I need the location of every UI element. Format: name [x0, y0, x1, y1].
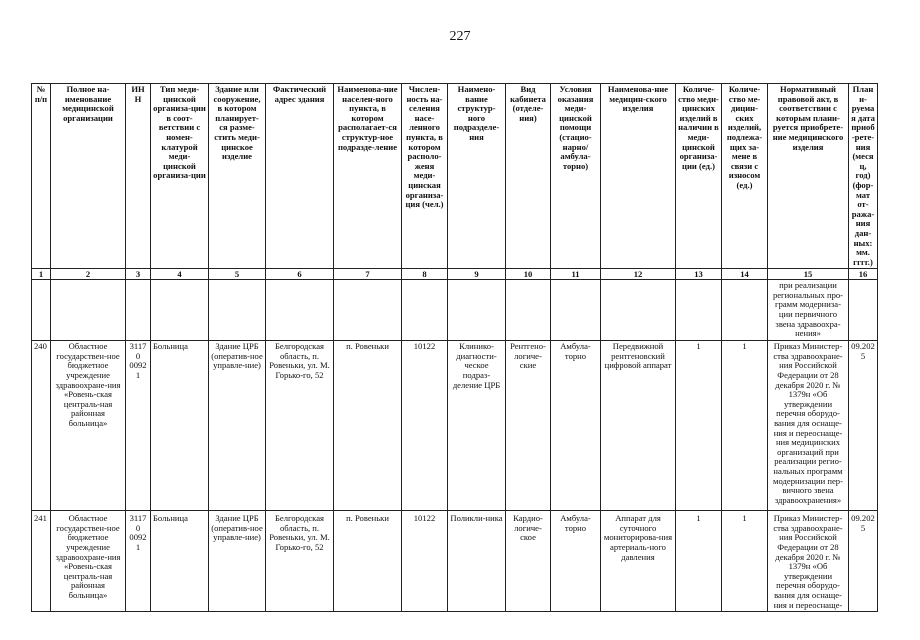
header-cell: № п/п [32, 84, 51, 269]
empty-cell [722, 280, 768, 341]
column-number: 7 [334, 269, 402, 280]
legal-act: Приказ Министер-ства здравоохране-ния Российской Федерации от 28 декабря 2020 г. № 1379н «Об утверждении перечня оборудо-вания для оснаще-ния и переоснаще- [768, 511, 849, 612]
column-number: 5 [209, 269, 266, 280]
header-cell: Числен-ность на-селения насе-ленного пункта, в котором располо-женя меди-цинская организа-ция (чел.) [402, 84, 448, 269]
header-cell: ИНН [126, 84, 151, 269]
column-number: 15 [768, 269, 849, 280]
organization-type: Больница [151, 341, 209, 511]
continuation-row [32, 280, 878, 341]
address: Белгородская область, п. Ровеньки, ул. М. Горько-го, 52 [266, 511, 334, 612]
empty-cell [51, 280, 126, 341]
building: Здание ЦРБ (оператив-ное управле-ние) [209, 341, 266, 511]
column-number: 8 [402, 269, 448, 280]
continuation-act-text: при реализации региональных про-грамм модерниза-ции первичного звена здравоохра-нения» [768, 280, 849, 341]
header-row [32, 84, 878, 269]
column-number: 6 [266, 269, 334, 280]
legal-act: Приказ Министер-ства здравоохране-ния Российской Федерации от 28 декабря 2020 г. № 1379н «Об утверждении перечня оборудо-вания для оснаще-ния и переоснаще-ния медицинских организаций при реализации регио-нальных программ модернизации пер-вичного звена здравоохранения» [768, 341, 849, 511]
cabinet-type: Кардио-логиче-ское [506, 511, 551, 612]
inn: 31170 00921 [126, 511, 151, 612]
column-number: 3 [126, 269, 151, 280]
qty-replace: 1 [722, 511, 768, 612]
population: 10122 [402, 511, 448, 612]
header-cell: Нормативный правовой акт, в соответствии с которым плани-руется приобрете-ние медицинского изделия [768, 84, 849, 269]
header-cell: Плани-руемая дата приоб-рете-ния (месяц, год) (фор-мат от-ража-ния дан-ных: мм. гггг.) [849, 84, 878, 269]
column-number-row [32, 269, 878, 280]
column-number: 4 [151, 269, 209, 280]
device-name: Передвижной рентгеновский цифровой аппарат [601, 341, 676, 511]
population: 10122 [402, 341, 448, 511]
structural-unit: Поликли-ника [448, 511, 506, 612]
column-number: 13 [676, 269, 722, 280]
header-cell: Фактический адрес здания [266, 84, 334, 269]
empty-cell [448, 280, 506, 341]
qty-available: 1 [676, 511, 722, 612]
organization-name: Областное государствен-ное бюджетное учреждение здравоохране-ния «Ровень-ская централь-ная районная больница» [51, 341, 126, 511]
column-number: 11 [551, 269, 601, 280]
column-number: 14 [722, 269, 768, 280]
device-name: Аппарат для суточного мониторирова-ния артериаль-ного давления [601, 511, 676, 612]
table-row [32, 341, 878, 511]
planned-date: 09.2025 [849, 341, 878, 511]
equipment-table [31, 83, 878, 612]
header-cell: Здание или сооружение, в котором планирует-ся разме-стить меди-цинское изделие [209, 84, 266, 269]
row-number: 241 [32, 511, 51, 612]
header-cell: Вид кабинета (отделе-ния) [506, 84, 551, 269]
header-cell: Полное на-именование медицинской организации [51, 84, 126, 269]
empty-cell [402, 280, 448, 341]
column-number: 16 [849, 269, 878, 280]
organization-name: Областное государствен-ное бюджетное учреждение здравоохране-ния «Ровень-ская централь-ная районная больница» [51, 511, 126, 612]
empty-cell [506, 280, 551, 341]
row-number: 240 [32, 341, 51, 511]
empty-cell [151, 280, 209, 341]
column-number: 12 [601, 269, 676, 280]
inn: 31170 00921 [126, 341, 151, 511]
empty-cell [266, 280, 334, 341]
cabinet-type: Рентгено-логиче-ские [506, 341, 551, 511]
empty-cell [126, 280, 151, 341]
address: Белгородская область, п. Ровеньки, ул. М. Горько-го, 52 [266, 341, 334, 511]
header-cell: Количе-ство ме-дицин-ских изделий, подлежа-щих за-мене в связи с износом (ед.) [722, 84, 768, 269]
qty-replace: 1 [722, 341, 768, 511]
header-cell: Наимено-вание структур-ного подразделе-ния [448, 84, 506, 269]
header-cell: Тип меди-цинской организа-ции в соот-ветствии с номен-клатурой меди-цинской организа-ции [151, 84, 209, 269]
settlement: п. Ровеньки [334, 511, 402, 612]
page-number: 227 [449, 29, 471, 44]
qty-available: 1 [676, 341, 722, 511]
header-cell: Наименова-ние населен-ного пункта, в котором располагает-ся структур-ное подразде-ление [334, 84, 402, 269]
header-cell: Количе-ство меди-цинских изделий в наличии в меди-цинской организа-ции (ед.) [676, 84, 722, 269]
empty-cell [32, 280, 51, 341]
empty-cell [676, 280, 722, 341]
planned-date: 09.2025 [849, 511, 878, 612]
column-number: 10 [506, 269, 551, 280]
organization-type: Больница [151, 511, 209, 612]
header-cell: Наименова-ние медицин-ского изделия [601, 84, 676, 269]
building: Здание ЦРБ (оператив-ное управле-ние) [209, 511, 266, 612]
empty-cell [849, 280, 878, 341]
care-conditions: Амбула-торно [551, 511, 601, 612]
column-number: 2 [51, 269, 126, 280]
settlement: п. Ровеньки [334, 341, 402, 511]
column-number: 1 [32, 269, 51, 280]
empty-cell [209, 280, 266, 341]
empty-cell [601, 280, 676, 341]
care-conditions: Амбула-торно [551, 341, 601, 511]
header-cell: Условия оказания меди-цинской помощи (стацио-нарно/ амбула-торно) [551, 84, 601, 269]
structural-unit: Клинико-диагности-ческое подраз-деление ЦРБ [448, 341, 506, 511]
empty-cell [551, 280, 601, 341]
empty-cell [334, 280, 402, 341]
column-number: 9 [448, 269, 506, 280]
table-row [32, 511, 878, 612]
